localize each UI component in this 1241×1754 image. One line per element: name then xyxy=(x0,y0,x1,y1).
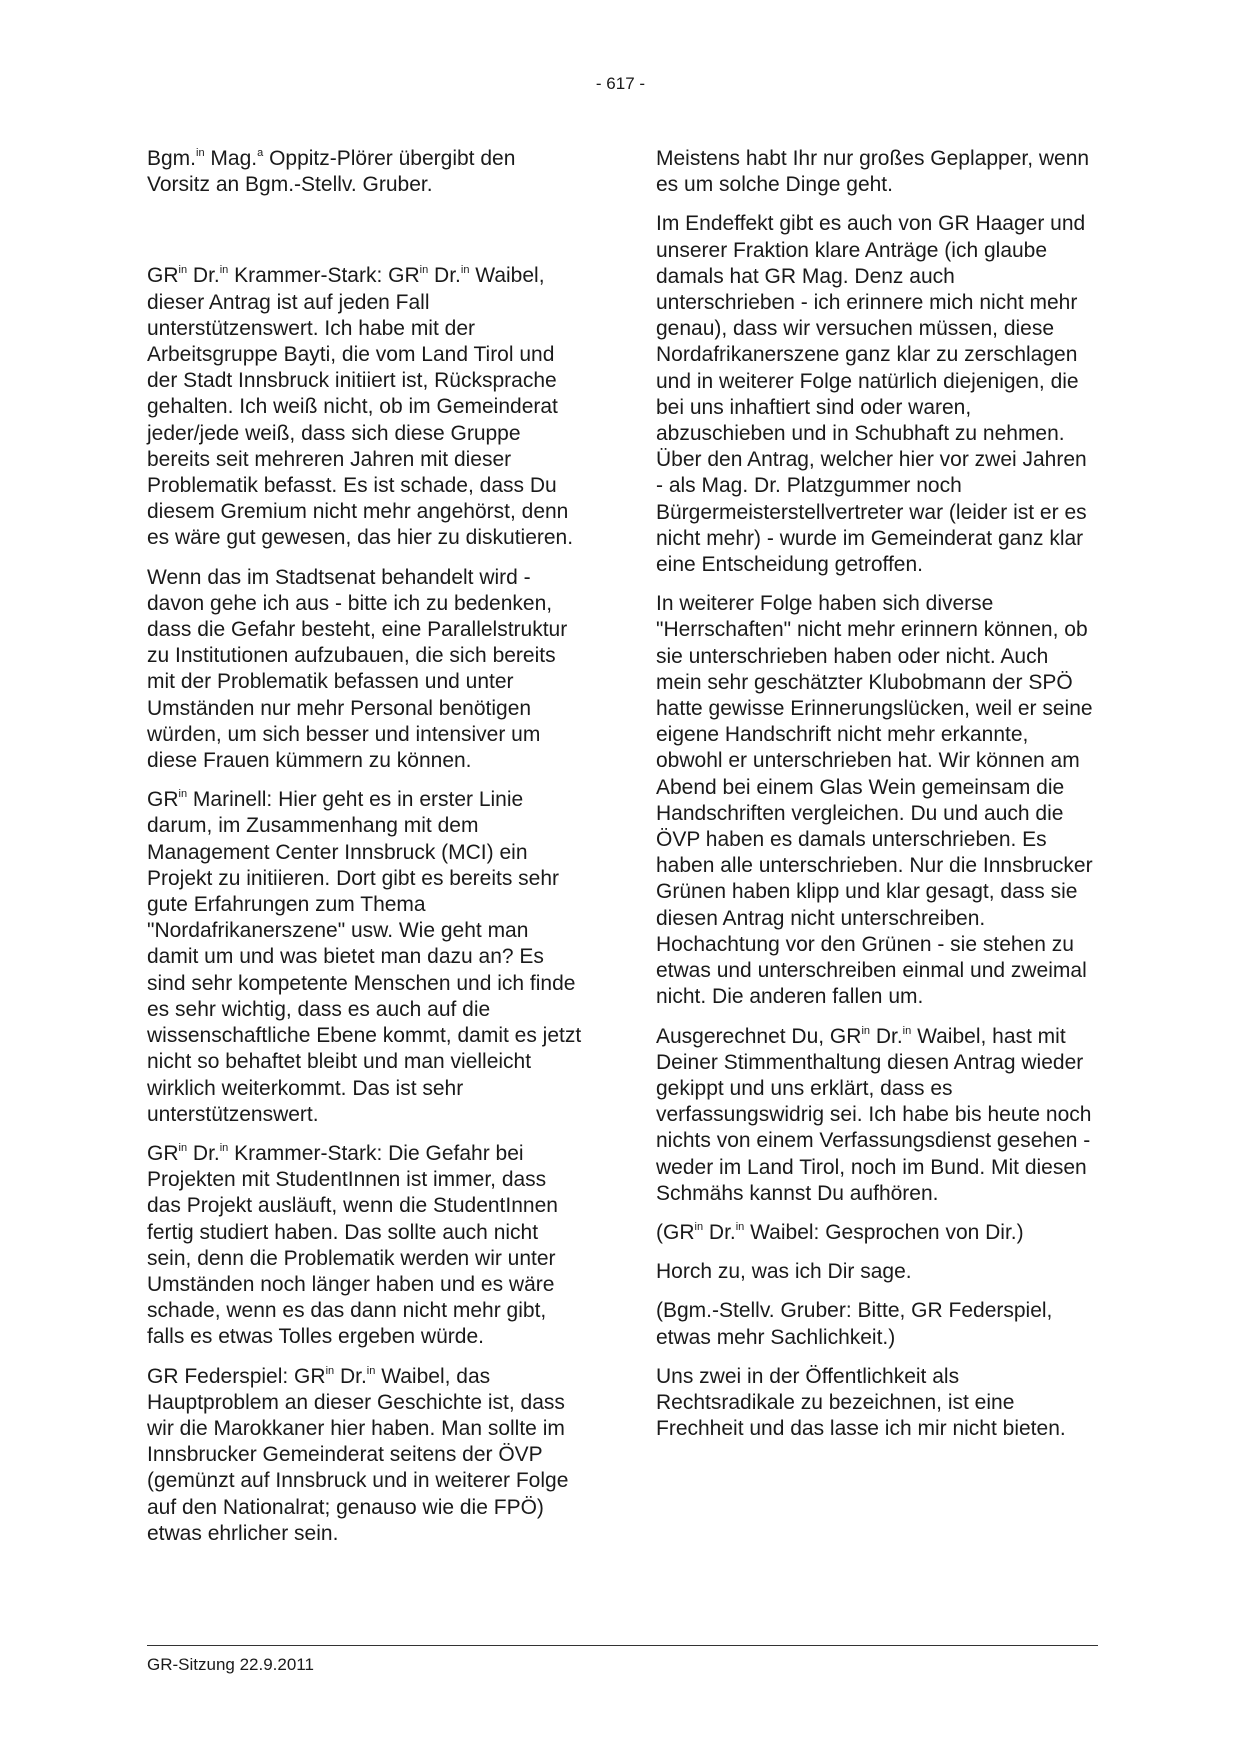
paragraph-herrschaften: In weiterer Folge haben sich diverse "Herrschaften" nicht mehr erinnern können, ob sie unterschrieben haben oder nicht. Auch mein sehr geschätzter Klubobmann der SPÖ hatte gewisse Erinnerungslücken, weil er seine eigene Handschrift nicht mehr erkannte, obwohl er unterschrieben hat. Wir können am Abend bei einem Glas Wein gemeinsam die Handschriften vergleichen. Du und auch die ÖVP haben es damals unterschrieben. Es haben alle unterschrieben. Nur die Innsbrucker Grünen haben klipp und klar gesagt, dass sie diesen Antrag nicht unterschreiben. Hochachtung vor den Grünen - sie stehen zu etwas und unterschreiben einmal und zweimal nicht. Die anderen fallen um. xyxy=(656,592,1093,1009)
left-column xyxy=(147,146,584,1560)
page-number: - 617 - xyxy=(595,74,646,93)
paragraph-rechtsradikale: Uns zwei in der Öffentlichkeit als Rechtsradikale zu bezeichnen, ist eine Frechheit und das lasse ich mir nicht bieten. xyxy=(656,1364,1066,1441)
paragraph-ausgerechnet: Ausgerechnet Du, $GR^{in}$ Dr.$^{in}$ Waibel, hast mit Deiner Stimmenthaltung diesen Antrag wieder gekippt und uns erklärt, dass es verfassungswidrig sei. Ich habe bis heute noch nichts von einem Verfassungsdienst gesehen - weder im Land Tirol, noch im Bund. Mit diesen Schmähs kannst Du aufhören. xyxy=(656,1024,1092,1205)
paragraph-interjection-waibel: ($GR^{in}$ Dr.$^{in}$ Waibel: Gesprochen von Dir.) xyxy=(656,1220,1024,1244)
footer-divider xyxy=(147,1645,1098,1646)
paragraph-geplapper: Meistens habt Ihr nur großes Geplapper, wenn es um solche Dinge geht. xyxy=(656,147,1090,197)
paragraph-krammer-stark-1: $GR^{in}$ Dr.$^{in}$ Krammer-Stark: $GR^{in}$ Dr.$^{in}$ Waibel, dieser Antrag ist auf jeden Fall unterstützenswert. Ich habe mit der Arbeitsgruppe Bayti, die vom Land Tirol und der Stadt Innsbruck initiiert ist, Rücksprache gehalten. Ich weiß nicht, ob im Gemeinderat jeder/jede weiß, dass sich diese Gruppe bereits seit mehreren Jahren mit dieser Problematik befasst. Es ist schade, dass Du diesem Gremium nicht mehr angehörst, denn es wäre gut gewesen, das hier zu diskutieren. xyxy=(147,264,574,550)
footer-session-date: GR-Sitzung 22.9.2011 xyxy=(147,1655,314,1674)
paragraph-marinell: $GR^{in}$ Marinell: Hier geht es in erster Linie darum, im Zusammenhang mit dem Management Center Innsbruck (MCI) ein Projekt zu initiieren. Dort gibt es bereits sehr gute Erfahrungen zum Thema "Nordafrikanerszene" usw. Wie geht man damit um und was bietet man dazu an? Es sind sehr kompetente Menschen und ich finde es sehr wichtig, dass es auch auf die wissenschaftliche Ebene kommt, damit es jetzt nicht so behaftet bleibt und man vielleicht wirklich weiterkommt. Das ist sehr unterstützenswert. xyxy=(147,788,582,1126)
paragraph-stadtsenat: Wenn das im Stadtsenat behandelt wird - davon gehe ich aus - bitte ich zu bedenken, dass die Gefahr besteht, eine Parallelstruktur zu Institutionen aufzubauen, die sich bereits mit der Problematik befassen und unter Umständen nur mehr Personal benötigen würden, um sich besser und intensiver um diese Frauen kümmern zu können. xyxy=(147,565,568,773)
paragraph-chair-handover: Bgm.$^{in}$ Mag.$^a$ Oppitz-Plörer übergibt den Vorsitz an Bgm.-Stellv. Gruber. xyxy=(147,147,516,197)
paragraph-interjection-gruber: (Bgm.-Stellv. Gruber: Bitte, GR Federspiel, etwas mehr Sachlichkeit.) xyxy=(656,1299,1053,1349)
paragraph-federspiel-1: GR Federspiel: $GR^{in}$ Dr.$^{in}$ Waibel, das Hauptproblem an dieser Geschichte ist, dass wir die Marokkaner hier haben. Man sollte im Innsbrucker Gemeinderat seitens der ÖVP (gemünzt auf Innsbruck und in weiterer Folge auf den Nationalrat; genauso wie die FPÖ) etwas ehrlicher sein. xyxy=(147,1364,569,1545)
right-column xyxy=(656,146,1093,1455)
paragraph-endeffekt: Im Endeffekt gibt es auch von GR Haager und unserer Fraktion klare Anträge (ich glaube damals hat GR Mag. Denz auch unterschrieben - ich erinnere mich nicht mehr genau), dass wir versuchen müssen, diese Nordafrikanerszene ganz klar zu zerschlagen und in weiterer Folge natürlich diejenigen, die bei uns inhaftiert sind oder waren, abzuschieben und in Schubhaft zu nehmen. Über den Antrag, welcher hier vor zwei Jahren - als Mag. Dr. Platzgummer noch Bürgermeisterstellvertreter war (leider ist er es nicht mehr) - wurde im Gemeinderat ganz klar eine Entscheidung getroffen. xyxy=(656,212,1087,577)
paragraph-krammer-stark-2: $GR^{in}$ Dr.$^{in}$ Krammer-Stark: Die Gefahr bei Projekten mit StudentInnen ist immer, dass das Projekt ausläuft, wenn die StudentInnen fertig studiert haben. Das sollte auch nicht sein, denn die Problematik werden wir unter Umständen noch länger haben und es wäre schade, wenn es das dann nicht mehr gibt, falls es etwas Tolles ergeben würde. xyxy=(147,1141,558,1349)
paragraph-horch-zu: Horch zu, was ich Dir sage. xyxy=(656,1260,912,1284)
